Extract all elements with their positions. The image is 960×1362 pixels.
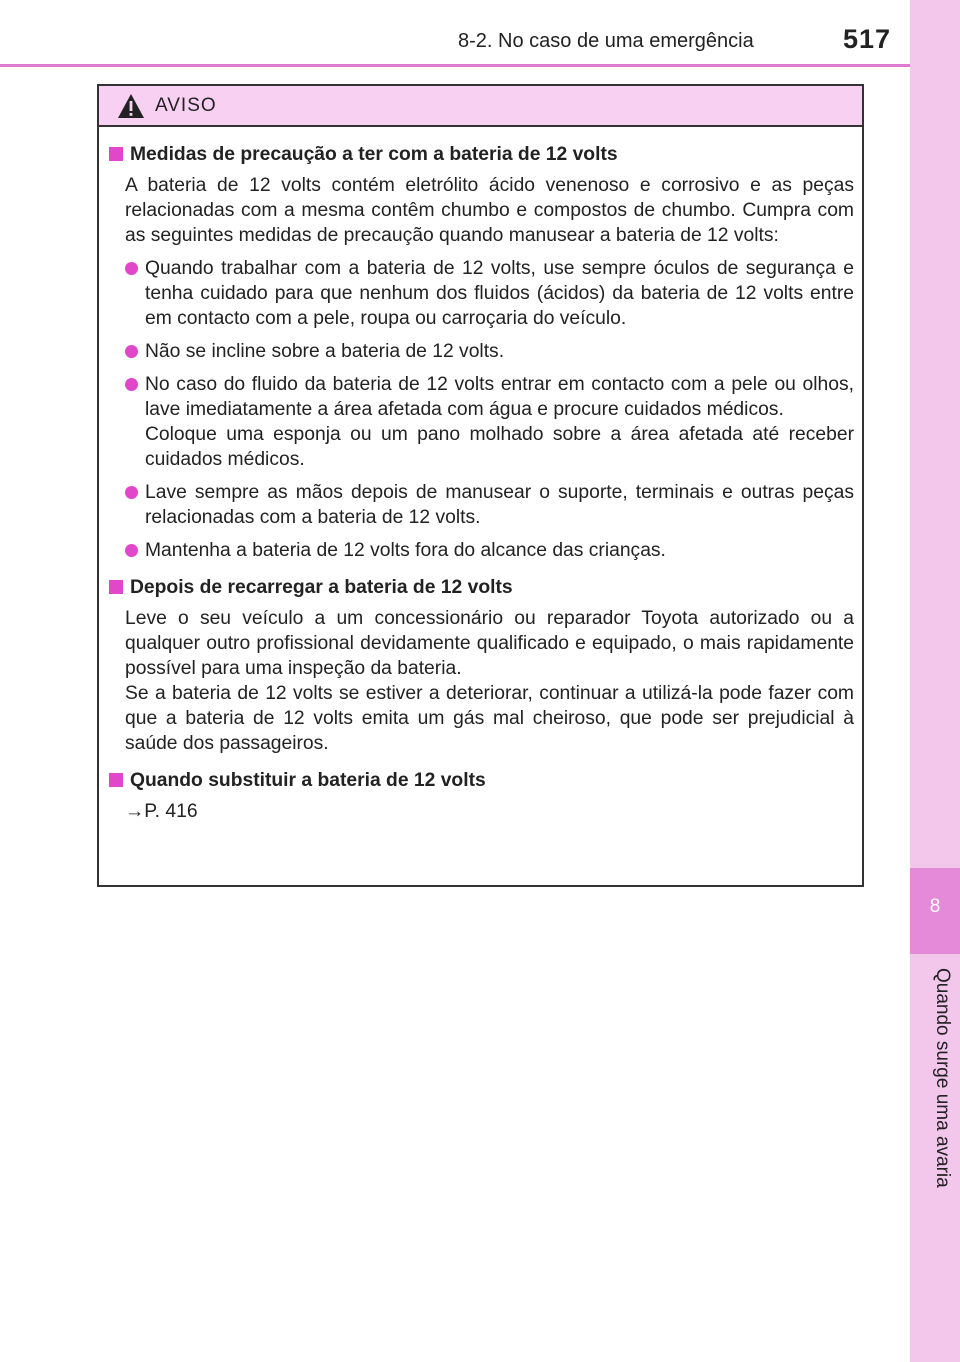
chapter-number: 8: [929, 896, 941, 917]
bullet-item: [108, 538, 854, 563]
circle-bullet-icon: [125, 262, 138, 275]
bullet-item: [108, 372, 854, 472]
warning-body: [99, 127, 862, 824]
bullet-item: [108, 256, 854, 331]
bullet-text: Não se incline sobre a bateria de 12 volts.: [145, 341, 505, 362]
warning-box: [97, 84, 864, 887]
section-heading: [108, 768, 854, 793]
paragraph-text: Leve o seu veículo a um concessionário ou reparador Toyota autorizado ou a qualquer outro profissional devidamente qualificado e equipado, o mais rapidamente possível para uma inspeção da bateria.: [125, 608, 854, 679]
square-bullet-icon: [109, 773, 123, 787]
section-heading-text: Quando substituir a bateria de 12 volts: [130, 770, 486, 791]
section-heading-text: Medidas de precaução a ter com a bateria de 12 volts: [130, 144, 618, 165]
warning-header: [99, 86, 862, 127]
section-paragraph: [108, 606, 854, 756]
section-intro: A bateria de 12 volts contém eletrólito ácido venenoso e corrosivo e as peças relacionadas com a mesma contêm chumbo e compostos de chumbo. Cumpra com as seguintes medidas de precaução quando manusear a bateria de 12 volts:: [125, 175, 854, 246]
circle-bullet-icon: [125, 486, 138, 499]
section-heading: [108, 575, 854, 600]
bullet-text: No caso do fluido da bateria de 12 volts entrar em contacto com a pele ou olhos, lave imediatamente a área afetada com água e procure cuidados médicos.: [145, 374, 854, 420]
page-number: 517: [843, 24, 892, 54]
bullet-extra-text: Coloque uma esponja ou um pano molhado sobre a área afetada até receber cuidados médicos.: [145, 424, 854, 470]
header-divider: [0, 64, 910, 67]
warning-label: AVISO: [155, 95, 217, 116]
paragraph-text: Se a bateria de 12 volts se estiver a deteriorar, continuar a utilizá-la pode fazer com que a bateria de 12 volts emita um gás mal cheiroso, que pode ser prejudicial à saúde dos passageiros.: [125, 683, 854, 754]
warning-triangle-icon: [117, 93, 145, 119]
chapter-title: Quando surge uma avaria: [932, 968, 953, 1188]
section-heading-text: Depois de recarregar a bateria de 12 volts: [130, 577, 513, 598]
square-bullet-icon: [109, 580, 123, 594]
bullet-text: Mantenha a bateria de 12 volts fora do alcance das crianças.: [145, 540, 666, 561]
bullet-item: [108, 480, 854, 530]
chapter-number-badge: [910, 868, 960, 954]
square-bullet-icon: [109, 147, 123, 161]
section-heading: [108, 142, 854, 167]
bullet-text: Lave sempre as mãos depois de manusear o suporte, terminais e outras peças relacionadas com a bateria de 12 volts.: [145, 482, 854, 528]
circle-bullet-icon: [125, 378, 138, 391]
circle-bullet-icon: [125, 345, 138, 358]
bullet-item: [108, 339, 854, 364]
circle-bullet-icon: [125, 544, 138, 557]
page-reference-link[interactable]: →P. 416: [125, 801, 198, 822]
running-header-section: 8-2. No caso de uma emergência: [458, 30, 754, 52]
bullet-text: Quando trabalhar com a bateria de 12 volts, use sempre óculos de segurança e tenha cuidado para que nenhum dos fluidos (ácidos) da bateria de 12 volts entre em contacto com a pele, roupa ou carroçaria do veículo.: [145, 258, 854, 329]
